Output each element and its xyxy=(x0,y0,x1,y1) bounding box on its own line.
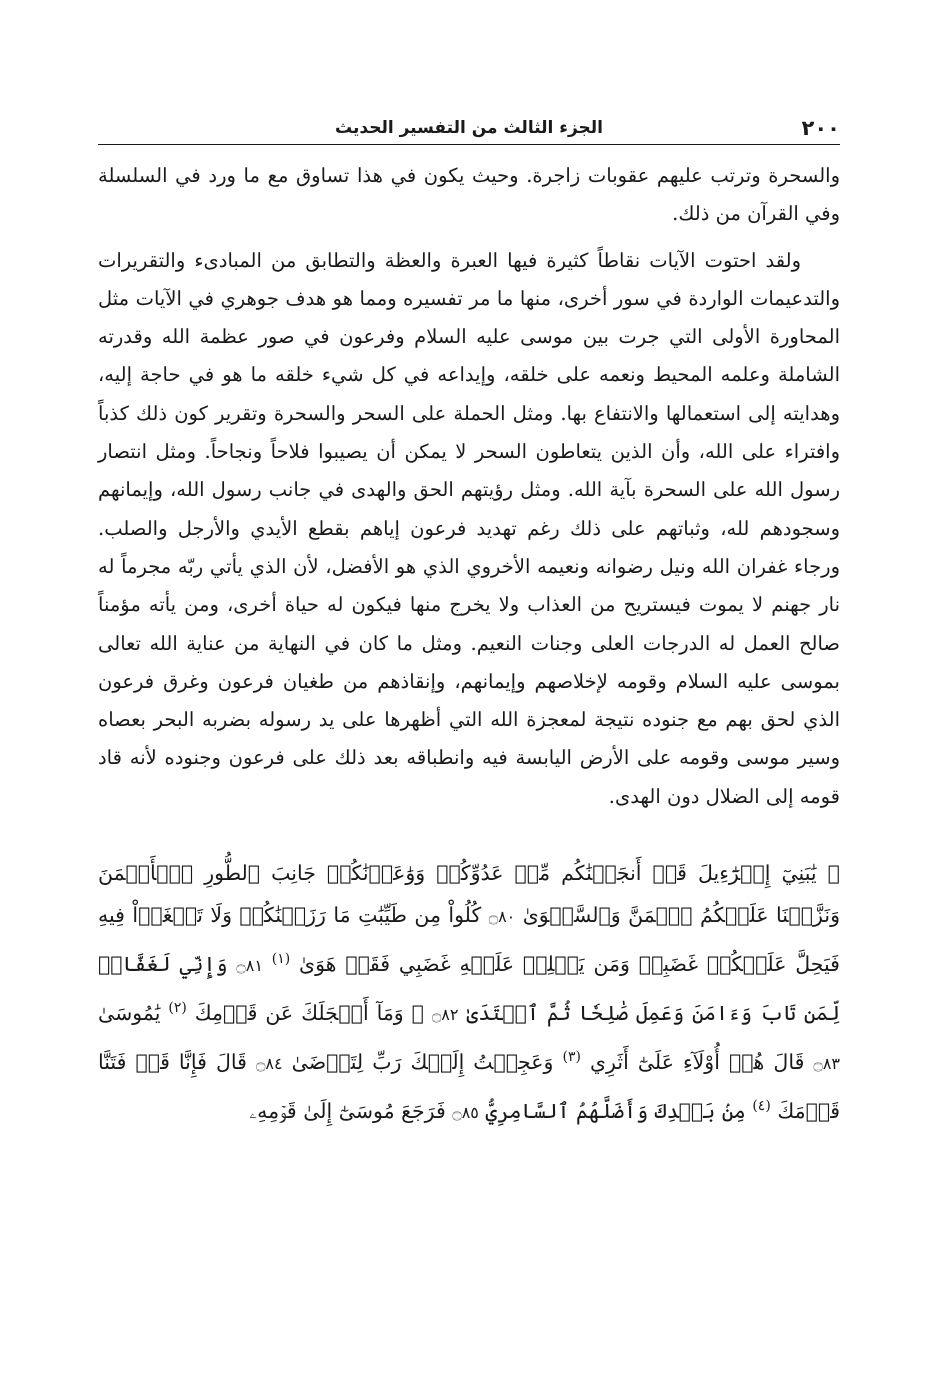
verse-number-85: ۝٨٥ xyxy=(452,1102,479,1122)
quran-verses xyxy=(98,852,840,1133)
paragraph-1: والسحرة وترتب عليهم عقوبات زاجرة. وحيث يكون في هذا تساوق مع ما ورد في السلسلة وفي القرآن من ذلك. xyxy=(98,164,840,226)
footnote-ref-2: (٢) xyxy=(168,999,187,1016)
body-text xyxy=(98,157,840,816)
verse-80: يَٰبَنِيٓ إِسۡرَٰٓءِيلَ قَدۡ أَنجَيۡنَٰكُم مِّنۡ عَدُوِّكُمۡ وَوَٰعَدۡنَٰكُمۡ جَانِبَ ٱلطُّورِ ٱلۡأَيۡمَنَ وَنَزَّلۡنَا عَلَيۡكُمُ ٱلۡمَنَّ وَٱلسَّلۡوَىٰ xyxy=(98,861,840,928)
page xyxy=(98,110,840,1133)
verse-86: فَرَجَعَ مُوسَىٰٓ إِلَىٰ قَوۡمِهِۦ xyxy=(249,1098,446,1123)
footnote-ref-1: (١) xyxy=(271,951,291,968)
verse-number-80: ۝٨٠ xyxy=(488,907,516,927)
verse-number-83: ۝٨٣ xyxy=(813,1053,840,1073)
verse-number-81: ۝٨١ xyxy=(236,955,263,975)
verse-84: قَالَ هُمۡ أُوْلَآءِ عَلَىٰٓ أَثَرِي xyxy=(590,1049,805,1074)
verse-84-end: وَعَجِلۡتُ إِلَيۡكَ رَبِّ لِتَرۡضَىٰ xyxy=(291,1049,554,1074)
footnote-ref-4: (٤) xyxy=(752,1097,771,1114)
verse-83: ۞ وَمَآ أَعۡجَلَكَ عَن قَوۡمِكَ xyxy=(194,1000,424,1025)
verse-number-84: ۝٨٤ xyxy=(255,1053,283,1073)
verse-85-end: مِنۢ بَعۡدِكَ وَأَضَلَّهُمُ ٱلسَّامِرِيُّ xyxy=(485,1098,746,1123)
verse-83-end: يَٰمُوسَىٰ xyxy=(98,1000,161,1025)
verse-82: وَإِنِّي لَغَفَّارٞ لِّمَن تَابَ وَءَامَنَ وَعَمِلَ صَٰلِحٗا ثُمَّ ٱهۡتَدَىٰ xyxy=(98,951,840,1025)
verse-81: كُلُواْ مِن طَيِّبَٰتِ مَا رَزَقۡنَٰكُمۡ وَلَا تَطۡغَوۡاْ فِيهِ فَيَحِلَّ عَلَيۡكُمۡ غَضَبِيۖ وَمَن يَحۡلِلۡ عَلَيۡهِ غَضَبِي فَقَدۡ هَوَىٰ xyxy=(98,903,840,976)
page-header xyxy=(98,110,840,145)
page-number: ٢٠٠ xyxy=(801,116,840,140)
paragraph-2: ولقد احتوت الآيات نقاطاً كثيرة فيها العبرة والعظة والتطابق من المبادىء والتقريرات والتدعيمات الواردة في سور أخرى، منها ما مر تفسيره ومما هو هدف جوهري في الآيات مثل المحاورة الأولى التي جرت بين موسى عليه السلام وفرعون في صور عظمة الله وقدرته الشاملة وعلمه المحيط ونعمه على خلقه، وإيداعه في كل شيء خلقه ما هو في حاجة إليه، وهدايته إلى استعمالها والانتفاع بها. ومثل الحملة على السحر والسحرة وتقرير كون ذلك كذباً وافتراء على الله، وأن الذين يتعاطون السحر لا يمكن أن يصيبوا فلاحاً ونجاحاً. ومثل انتصار رسول الله على السحرة بآية الله. ومثل رؤيتهم الحق والهدى في جانب رسول الله، وإيمانهم وسجودهم لله، وثباتهم على ذلك رغم تهديد فرعون إياهم بقطع الأيدي والأرجل والصلب. ورجاء غفران الله ونيل رضوانه ونعيمه الأخروي الذي هو الأفضل، لأن الذي يأتي ربّه مجرماً له نار جهنم لا يموت فيستريح من العذاب ولا يخرج منها فيكون له حياة أخرى، ومن يأته مؤمناً صالح العمل له الدرجات العلى وجنات النعيم. ومثل ما كان في النهاية من عناية الله تعالى بموسى عليه السلام وقومه لإخلاصهم وإيمانهم، وإنقاذهم من طغيان فرعون وغرق فرعون الذي لحق بهم مع جنوده نتيجة لمعجزة الله التي أظهرها على يد رسوله بضربه البحر بعصاه وسير موسى وقومه على الأرض اليابسة فيه وانطباقه بعد ذلك على فرعون وجنوده لأنه قاد قومه إلى الضلال دون الهدى. xyxy=(98,248,840,808)
verse-open-bracket: ﴿ xyxy=(827,861,840,886)
verse-85: قَالَ فَإِنَّا قَدۡ فَتَنَّا قَوۡمَكَ xyxy=(98,1049,840,1123)
running-title: الجزء الثالث من التفسير الحديث xyxy=(335,118,603,138)
verse-number-82: ۝٨٢ xyxy=(431,1004,459,1024)
footnote-ref-3: (٣) xyxy=(562,1048,581,1065)
